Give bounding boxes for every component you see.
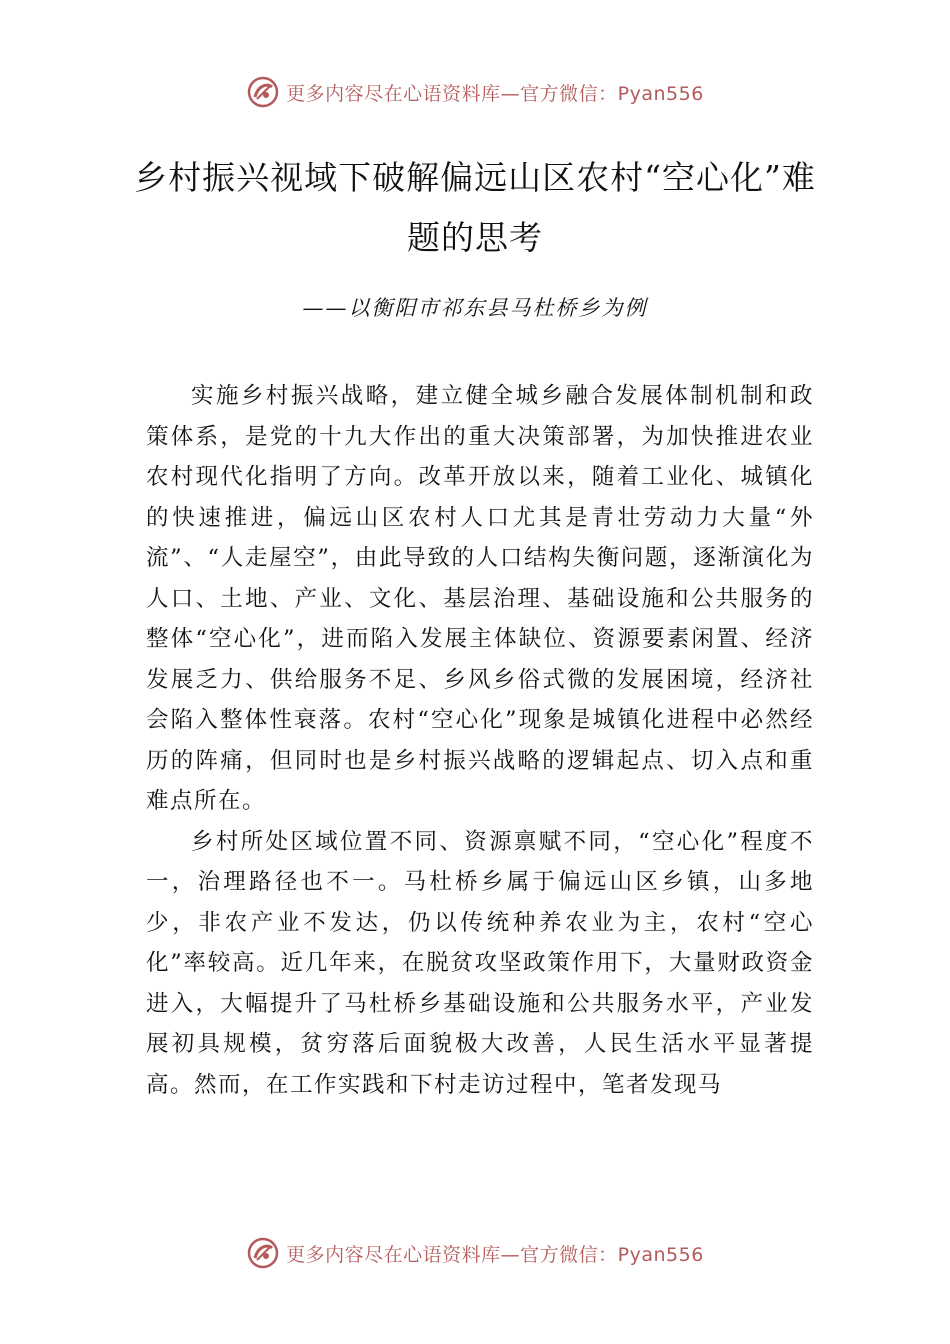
document-body xyxy=(146,376,814,1105)
paragraph: 乡村所处区域位置不同、资源禀赋不同，“空心化”程度不一，治理路径也不一。马杜桥乡属于偏远山区乡镇，山多地少，非农产业不发达，仍以传统种养农业为主，农村“空心化”率较高。近几年来，在脱贫攻坚政策作用下，大量财政资金进入，大幅提升了马杜桥乡基础设施和公共服务水平，产业发展初具规模，贫穷落后面貌极大改善，人民生活水平显著提高。然而，在工作实践和下村走访过程中，笔者发现马 xyxy=(146,828,814,1098)
footer-watermark xyxy=(0,1233,950,1273)
watermark-handle: Pyan556 xyxy=(617,82,704,105)
stamp-logo-icon xyxy=(246,1236,280,1270)
document-title: 乡村振兴视域下破解偏远山区农村“空心化”难题的思考 xyxy=(134,158,816,257)
watermark-handle: Pyan556 xyxy=(617,1243,704,1266)
paragraph: 实施乡村振兴战略，建立健全城乡融合发展体制机制和政策体系，是党的十九大作出的重大决策部署，为加快推进农业农村现代化指明了方向。改革开放以来，随着工业化、城镇化的快速推进，偏远山区农村人口尤其是青壮劳动力大量“外流”、“人走屋空”，由此导致的人口结构失衡问题，逐渐演化为人口、土地、产业、文化、基层治理、基础设施和公共服务的整体“空心化”，进而陷入发展主体缺位、资源要素闲置、经济发展乏力、供给服务不足、乡风乡俗式微的发展困境，经济社会陷入整体性衰落。农村“空心化”现象是城镇化进程中必然经历的阵痛，但同时也是乡村振兴战略的逻辑起点、切入点和重难点所在。 xyxy=(146,383,814,814)
watermark-text: 更多内容尽在心语资料库—官方微信：Pyan556 xyxy=(286,1243,704,1266)
watermark-text: 更多内容尽在心语资料库—官方微信：Pyan556 xyxy=(286,82,704,105)
stamp-logo-icon xyxy=(246,75,280,109)
document-subtitle: ——以衡阳市祁东县马杜桥乡为例 xyxy=(302,296,648,320)
header-watermark xyxy=(0,72,950,112)
